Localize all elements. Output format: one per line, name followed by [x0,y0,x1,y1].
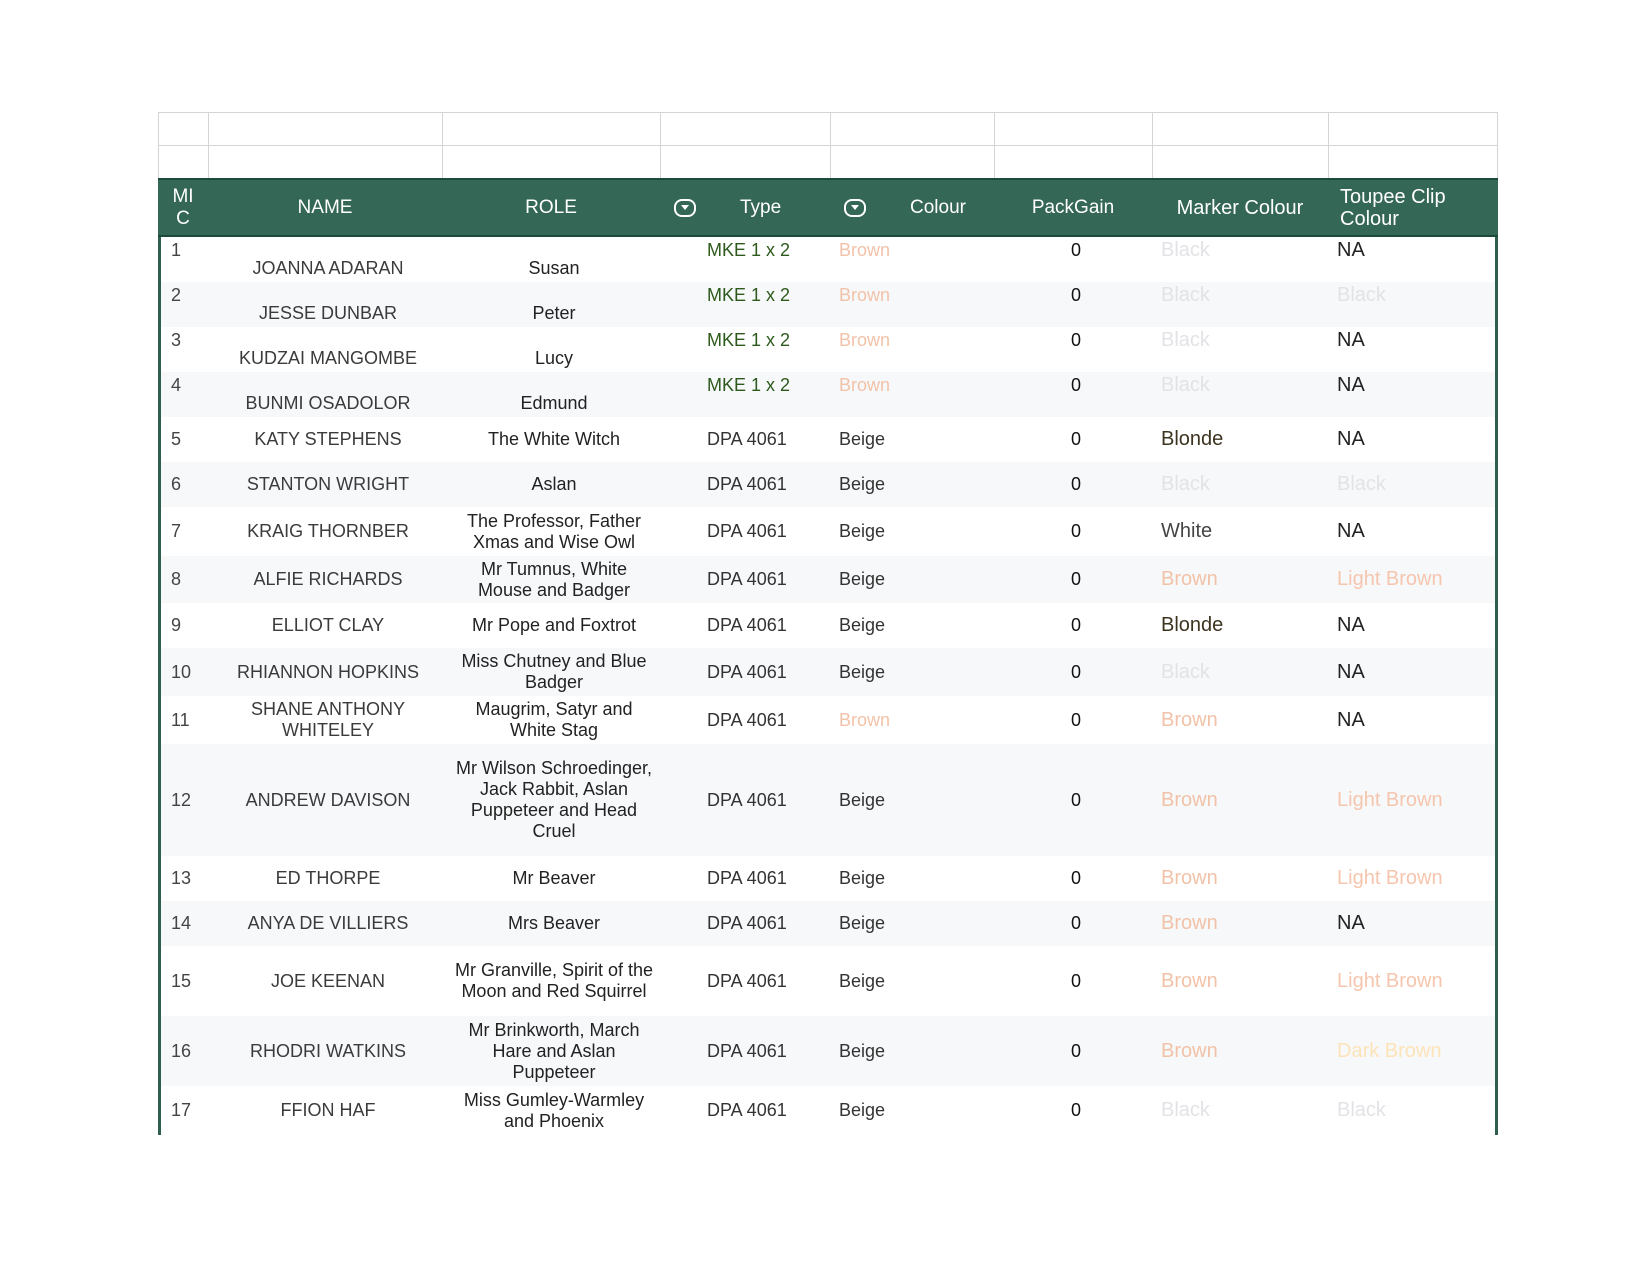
name-cell[interactable]: STANTON WRIGHT [246,474,410,494]
marker-colour-cell[interactable]: Blonde [1161,614,1224,636]
mic-cell[interactable]: 10 [171,661,192,682]
table-row [161,282,1495,327]
blank-row [158,112,1498,145]
table-row [161,1016,1495,1086]
type-cell[interactable]: DPA 4061 [707,474,787,494]
type-cell[interactable]: DPA 4061 [707,661,787,682]
marker-colour-cell[interactable]: Blonde [1161,428,1224,450]
type-cell[interactable]: MKE 1 x 2 [707,330,791,350]
blank-cell[interactable] [1152,113,1328,145]
type-cell[interactable]: DPA 4061 [707,615,787,635]
dropdown-chip-icon[interactable] [674,199,696,217]
type-cell[interactable]: MKE 1 x 2 [707,375,791,395]
name-cell[interactable]: SHANE ANTHONY WHITELEY [250,699,406,740]
marker-colour-cell[interactable]: Brown [1161,867,1218,889]
mic-cell[interactable]: 4 [171,375,182,395]
marker-colour-cell[interactable]: Black [1161,473,1210,495]
type-cell[interactable]: DPA 4061 [707,569,787,589]
role-cell[interactable]: Lucy [534,348,574,368]
type-cell[interactable]: DPA 4061 [707,709,787,730]
table-row [161,856,1495,901]
blank-cell[interactable] [994,113,1152,145]
role-cell[interactable]: Edmund [520,393,588,413]
colour-cell[interactable]: Beige [839,1040,886,1061]
type-cell[interactable]: MKE 1 x 2 [707,240,791,260]
packgain-cell[interactable]: 0 [1070,868,1081,888]
toupee-clip-colour-cell[interactable]: NA [1337,239,1365,261]
packgain-cell[interactable]: 0 [1070,375,1081,395]
marker-colour-cell[interactable]: Brown [1161,708,1218,731]
colour-cell[interactable]: Beige [839,970,886,991]
packgain-cell[interactable]: 0 [1070,429,1081,449]
blank-cell[interactable] [830,113,994,145]
packgain-cell[interactable]: 0 [1070,661,1081,682]
mic-cell[interactable]: 2 [171,285,182,305]
table-row [161,696,1495,744]
colour-cell[interactable]: Beige [839,1100,886,1120]
marker-colour-cell[interactable]: Black [1161,660,1210,683]
table-row [161,237,1495,282]
colour-cell[interactable]: Beige [839,789,886,810]
packgain-cell[interactable]: 0 [1070,569,1081,589]
marker-colour-cell[interactable]: Black [1161,329,1210,351]
name-cell[interactable]: KRAIG THORNBER [247,521,409,541]
name-cell[interactable]: JOANNA ADARAN [252,258,404,278]
table-row [161,946,1495,1016]
mic-cell[interactable]: 7 [171,521,182,541]
type-cell[interactable]: DPA 4061 [707,789,787,810]
marker-colour-cell[interactable]: Brown [1161,912,1218,934]
toupee-clip-colour-cell[interactable]: NA [1337,912,1365,934]
role-cell[interactable]: Mr Brinkworth, March Hare and Aslan Puppeteer [468,1019,640,1082]
name-cell[interactable]: RHIANNON HOPKINS [236,661,420,682]
toupee-clip-colour-cell[interactable]: NA [1337,660,1365,683]
role-cell[interactable]: Mrs Beaver [507,913,601,933]
header-type-label: Type [740,196,782,218]
type-cell[interactable]: DPA 4061 [707,913,787,933]
table-header [158,178,1498,237]
packgain-cell[interactable]: 0 [1070,615,1081,635]
blank-row [158,145,1498,178]
mic-cell[interactable]: 11 [171,709,190,730]
role-cell[interactable]: Susan [528,258,580,278]
name-cell[interactable]: ANDREW DAVISON [245,789,411,810]
role-cell[interactable]: Miss Chutney and Blue Badger [461,651,647,692]
toupee-clip-colour-cell[interactable]: NA [1337,708,1365,731]
colour-cell[interactable]: Brown [839,709,891,730]
mic-cell[interactable]: 5 [171,429,182,449]
colour-cell[interactable]: Beige [839,913,886,933]
blank-cell[interactable] [660,113,830,145]
blank-cell[interactable] [208,113,442,145]
name-cell[interactable]: JOE KEENAN [270,970,386,991]
type-cell[interactable]: DPA 4061 [707,868,787,888]
toupee-clip-colour-cell[interactable]: Light Brown [1337,969,1443,992]
mic-cell[interactable]: 3 [171,330,182,350]
mic-cell[interactable]: 17 [171,1100,192,1120]
toupee-clip-colour-cell[interactable]: Dark Brown [1337,1039,1442,1062]
colour-cell[interactable]: Brown [839,240,891,260]
name-cell[interactable]: ANYA DE VILLIERS [247,913,409,933]
marker-colour-cell[interactable]: Brown [1161,788,1218,811]
colour-cell[interactable]: Beige [839,521,886,541]
header-packgain[interactable]: PackGain [1031,196,1115,218]
toupee-clip-colour-cell[interactable]: NA [1337,374,1365,396]
name-cell[interactable]: ALFIE RICHARDS [253,569,403,589]
role-cell[interactable]: Aslan [531,474,577,494]
mic-cell[interactable]: 13 [171,868,192,888]
name-cell[interactable]: FFION HAF [280,1100,376,1120]
type-cell[interactable]: DPA 4061 [707,1040,787,1061]
mic-cell[interactable]: 14 [171,913,192,933]
colour-cell[interactable]: Beige [839,615,886,635]
marker-colour-cell[interactable]: Black [1161,374,1210,396]
name-cell[interactable]: BUNMI OSADOLOR [245,393,411,413]
table-body [158,237,1498,1135]
table-row [161,327,1495,372]
marker-colour-cell[interactable]: Brown [1161,568,1218,590]
packgain-cell[interactable]: 0 [1070,330,1081,350]
mic-cell[interactable]: 6 [171,474,182,494]
packgain-cell[interactable]: 0 [1070,789,1081,810]
header-colour-label: Colour [910,196,966,218]
mic-cell[interactable]: 16 [171,1040,192,1061]
colour-cell[interactable]: Beige [839,661,886,682]
name-cell[interactable]: ED THORPE [275,868,381,888]
role-cell[interactable]: Miss Gumley-Warmley and Phoenix [463,1089,645,1131]
toupee-clip-colour-cell[interactable]: Light Brown [1337,568,1443,590]
blank-cell[interactable] [1328,146,1498,178]
blank-cell[interactable] [442,146,660,178]
role-cell[interactable]: The Professor, Father Xmas and Wise Owl [466,510,642,552]
marker-colour-cell[interactable]: Black [1161,284,1210,306]
colour-cell[interactable]: Brown [839,330,891,350]
blank-cell[interactable] [158,146,208,178]
name-cell[interactable]: RHODRI WATKINS [250,1040,406,1061]
header-colour[interactable] [830,180,994,235]
mic-cell[interactable]: 9 [171,615,182,635]
type-cell[interactable]: DPA 4061 [707,1100,787,1120]
mic-sheet-table [158,112,1498,1135]
type-cell[interactable]: MKE 1 x 2 [707,285,791,305]
name-cell[interactable]: ELLIOT CLAY [271,615,385,635]
colour-cell[interactable]: Beige [839,429,886,449]
blank-cell[interactable] [158,113,208,145]
header-toupee-clip-colour[interactable]: Toupee Clip Colour [1340,185,1446,230]
marker-colour-cell[interactable]: Brown [1161,1039,1218,1062]
role-cell[interactable]: Mr Tumnus, White Mouse and Badger [477,558,631,600]
role-cell[interactable]: Mr Pope and Foxtrot [471,615,637,635]
toupee-clip-colour-cell[interactable]: Light Brown [1337,788,1443,811]
blank-cell[interactable] [1152,146,1328,178]
table-row [161,603,1495,648]
role-cell[interactable]: The White Witch [487,429,621,449]
type-cell[interactable]: DPA 4061 [707,429,787,449]
colour-cell[interactable]: Brown [839,285,891,305]
table-row [161,507,1495,556]
toupee-clip-colour-cell[interactable]: NA [1337,614,1365,636]
colour-cell[interactable]: Beige [839,474,886,494]
colour-cell[interactable]: Brown [839,375,891,395]
header-marker-colour[interactable]: Marker Colour [1176,196,1304,219]
name-cell[interactable]: JESSE DUNBAR [258,303,398,323]
packgain-cell[interactable]: 0 [1070,285,1081,305]
marker-colour-cell[interactable]: Black [1161,239,1210,261]
marker-colour-cell[interactable]: White [1161,520,1213,542]
role-cell[interactable]: Peter [532,303,576,323]
name-cell[interactable]: KUDZAI MANGOMBE [238,348,417,368]
marker-colour-cell[interactable]: Black [1161,1099,1210,1121]
packgain-cell[interactable]: 0 [1070,709,1081,730]
blank-cell[interactable] [442,113,660,145]
table-row [161,556,1495,603]
marker-colour-cell[interactable]: Brown [1161,969,1218,992]
table-row [161,648,1495,696]
table-row [161,462,1495,507]
table-row [161,372,1495,417]
role-cell[interactable]: Maugrim, Satyr and White Stag [475,699,633,740]
colour-cell[interactable]: Beige [839,569,886,589]
mic-cell[interactable]: 1 [171,240,182,260]
packgain-cell[interactable]: 0 [1070,913,1081,933]
blank-cell[interactable] [830,146,994,178]
table-row [161,1086,1495,1135]
header-role[interactable]: ROLE [525,196,577,218]
toupee-clip-colour-cell[interactable]: NA [1337,329,1365,351]
header-mic[interactable]: MI C [172,185,194,229]
packgain-cell[interactable]: 0 [1070,970,1081,991]
blank-cell[interactable] [1328,113,1498,145]
name-cell[interactable]: KATY STEPHENS [254,429,402,449]
mic-cell[interactable]: 15 [171,970,192,991]
table-row [161,744,1495,856]
header-name[interactable]: NAME [297,196,353,218]
packgain-cell[interactable]: 0 [1070,240,1081,260]
toupee-clip-colour-cell[interactable]: Black [1337,473,1386,495]
toupee-clip-colour-cell[interactable]: Light Brown [1337,867,1443,889]
type-cell[interactable]: DPA 4061 [707,970,787,991]
toupee-clip-colour-cell[interactable]: NA [1337,428,1365,450]
dropdown-chip-icon[interactable] [844,199,866,217]
blank-cell[interactable] [660,146,830,178]
blank-cell[interactable] [994,146,1152,178]
toupee-clip-colour-cell[interactable]: NA [1337,520,1365,542]
type-cell[interactable]: DPA 4061 [707,521,787,541]
role-cell[interactable]: Mr Wilson Schroedinger, Jack Rabbit, Aslan Puppeteer and Head Cruel [455,758,653,841]
mic-cell[interactable]: 8 [171,569,182,589]
toupee-clip-colour-cell[interactable]: Black [1337,1099,1386,1121]
mic-cell[interactable]: 12 [171,789,192,810]
blank-cell[interactable] [208,146,442,178]
packgain-cell[interactable]: 0 [1070,1100,1081,1120]
toupee-clip-colour-cell[interactable]: Black [1337,284,1386,306]
table-row [161,901,1495,946]
role-cell[interactable]: Mr Beaver [512,868,596,888]
colour-cell[interactable]: Beige [839,868,886,888]
table-row [161,417,1495,462]
packgain-cell[interactable]: 0 [1070,1040,1081,1061]
header-type[interactable] [660,180,830,235]
packgain-cell[interactable]: 0 [1070,521,1081,541]
role-cell[interactable]: Mr Granville, Spirit of the Moon and Red Squirrel [454,960,654,1001]
packgain-cell[interactable]: 0 [1070,474,1081,494]
